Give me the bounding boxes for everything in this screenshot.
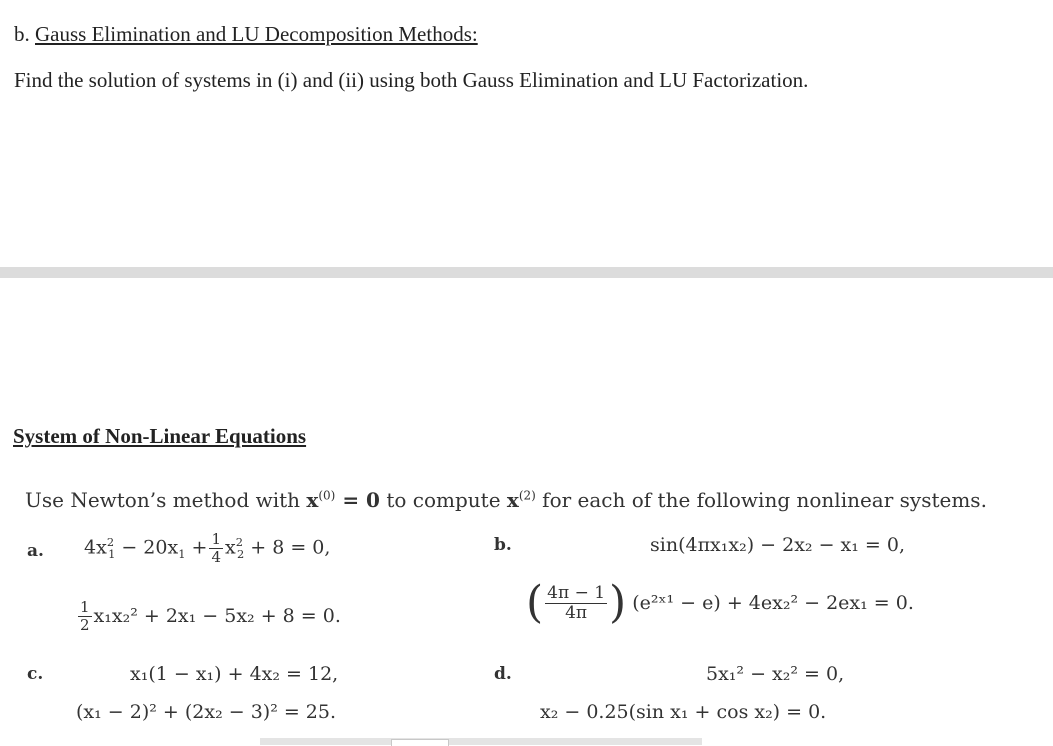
separator-bar [0,267,1053,278]
system-d-eq2: x₂ − 0.25(sin x₁ + cos x₂) = 0. [540,701,827,723]
a-eq1-p3: + [185,536,208,559]
x0-symbol: x [306,488,319,512]
a-eq1-sq: 2 [106,534,115,549]
a-eq1-frac-num: 1 [211,530,221,548]
a-eq1-p1: 4x [84,536,107,559]
a-eq1-sub3: 2 [236,547,245,562]
system-b-eq1: sin(4πx₁x₂) − 2x₂ − x₁ = 0, [650,534,906,556]
x0-sup: (0) [318,488,336,503]
b-eq2-frac-den: 4π [565,602,588,623]
a-eq2-fraction [78,599,92,633]
a-eq1-fraction [209,531,223,565]
newton-prompt [25,488,987,512]
x2-sup: (2) [518,488,536,503]
label-d: d. [494,664,512,684]
label-b: b. [494,535,512,555]
a-eq1-frac-den: 4 [211,547,221,566]
heading-link[interactable]: Gauss Elimination and LU Decomposition Methods: [35,22,478,46]
heading-prefix: b. [14,22,30,46]
a-eq1-sub2: 1 [178,547,186,562]
system-c-eq2: (x₁ − 2)² + (2x₂ − 3)² = 25. [76,701,337,723]
a-eq1-sq2: 2 [235,534,243,549]
a-eq2-frac-num: 1 [80,598,90,616]
a-eq2-frac-den: 2 [80,615,90,634]
system-b-eq2 [526,574,914,632]
system-d-eq1: 5x₁² − x₂² = 0, [706,663,845,685]
b-right-paren: ) [609,577,627,628]
label-a: a. [27,541,44,561]
prompt-text-after: for each of the following nonlinear systems. [535,488,987,512]
b-eq2-fraction [545,584,607,622]
nonlinear-heading: System of Non-Linear Equations [13,424,307,448]
a-eq1-p5: + 8 = 0, [244,536,331,559]
prompt-text-middle: to compute [379,488,507,512]
b-left-paren: ( [526,577,544,628]
system-a-eq2 [76,592,341,640]
label-c: c. [27,664,44,684]
a-eq1-p2: − 20x [115,536,179,559]
zero-vector: = 0 [335,488,380,512]
b-eq2-frac-num: 4π − 1 [547,582,606,603]
a-eq1-p4: x [224,536,236,559]
a-eq1-sub: 1 [108,547,116,562]
x2-symbol: x [506,488,519,512]
bottom-strip [260,738,702,745]
instruction-text: Find the solution of systems in (i) and (ii) using both Gauss Elimination and LU Factorization. [14,68,809,92]
a-eq2-rest: x₁x₂² + 2x₁ − 5x₂ + 8 = 0. [93,605,341,627]
b-eq2-rest: (e²ˣ¹ − e) + 4ex₂² − 2ex₁ = 0. [632,592,914,614]
prompt-text-before: Use Newton’s method with [25,488,307,512]
section-b-heading [14,22,478,47]
system-a-eq1 [84,523,330,573]
system-c-eq1: x₁(1 − x₁) + 4x₂ = 12, [130,663,339,685]
